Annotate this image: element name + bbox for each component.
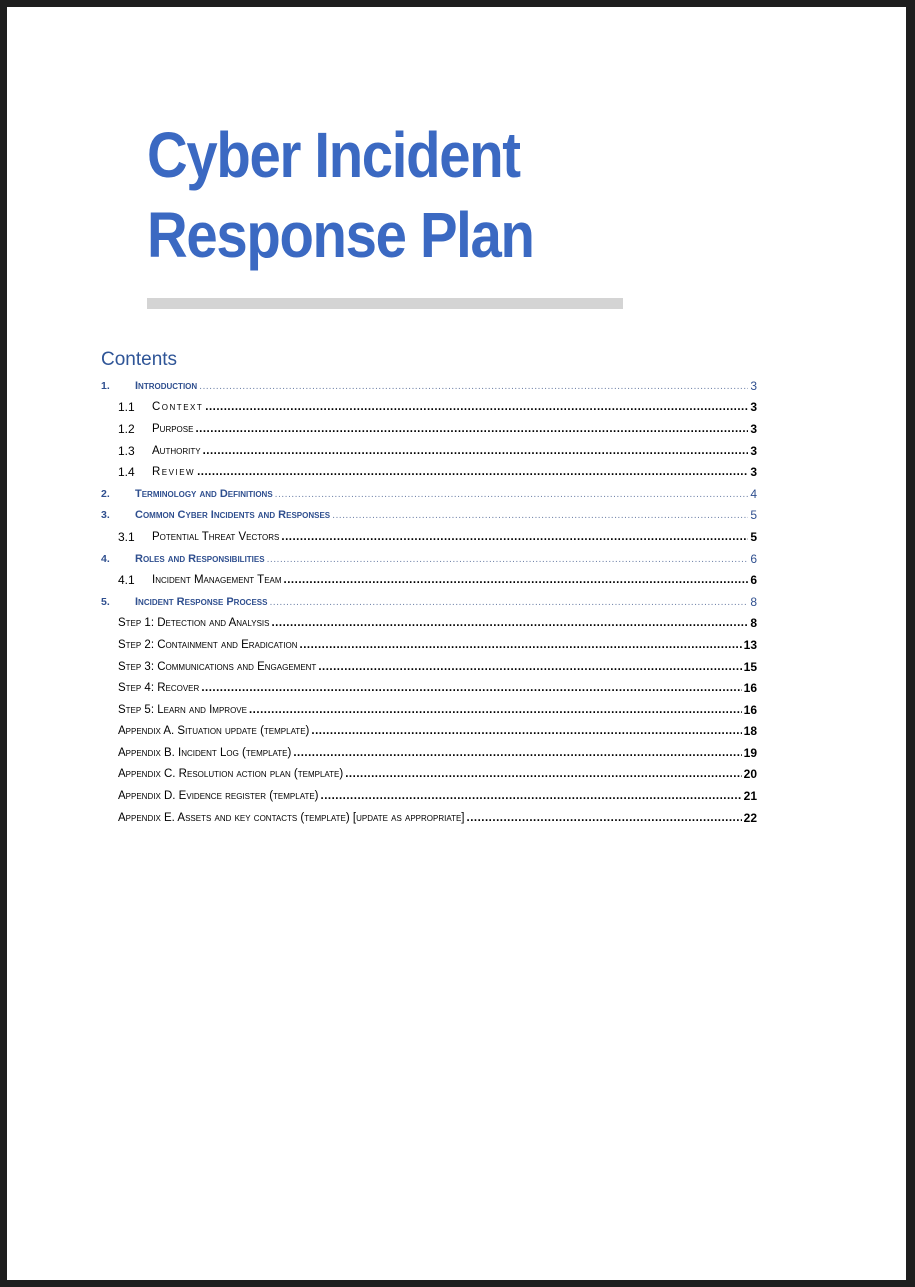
toc-entry-page-number: 13 — [743, 637, 757, 652]
toc-entry-page-number: 18 — [743, 724, 757, 739]
toc-dot-leader — [281, 531, 748, 543]
toc-entry-number: 1.1 — [118, 400, 135, 415]
toc-entry-label: Step 4: Recover — [118, 682, 200, 695]
toc-entry-page-number: 3 — [750, 421, 757, 436]
toc-entry[interactable] — [101, 505, 757, 527]
toc-entry-page-number: 3 — [750, 378, 757, 393]
toc-dot-leader — [267, 553, 749, 565]
toc-dot-leader — [205, 401, 748, 413]
toc-entry-page-number: 5 — [750, 529, 757, 544]
toc-entry-number: 1. — [101, 379, 110, 392]
toc-dot-leader — [201, 682, 741, 694]
toc-entry-page-number: 19 — [743, 745, 757, 760]
toc-entry[interactable] — [101, 461, 757, 483]
toc-dot-leader — [311, 725, 741, 737]
toc-entry-label: Potential Threat Vectors — [152, 530, 280, 543]
toc-dot-leader — [284, 574, 749, 586]
toc-dot-leader — [332, 509, 748, 521]
title-line-1: Cyber Incident — [147, 119, 520, 191]
toc-dot-leader — [271, 617, 748, 629]
toc-entry-page-number: 3 — [750, 443, 757, 458]
toc-entry[interactable] — [101, 699, 757, 721]
toc-dot-leader — [197, 466, 748, 478]
toc-entry-label: Step 1: Detection and Analysis — [118, 617, 270, 630]
toc-entry-label: Step 5: Learn and Improve — [118, 703, 247, 716]
toc-entry-label: Appendix C. Resolution action plan (template) — [118, 768, 344, 781]
toc-entry[interactable] — [101, 785, 757, 807]
toc-entry-label: Terminology and Definitions — [135, 487, 273, 500]
toc-entry-label: Appendix D. Evidence register (template) — [118, 790, 319, 803]
toc-entry-label: Authority — [152, 444, 201, 457]
toc-dot-leader — [199, 380, 748, 392]
toc-dot-leader — [321, 790, 742, 802]
toc-entry[interactable] — [101, 483, 757, 505]
toc-entry-label: Step 3: Communications and Engagement — [118, 660, 317, 673]
toc-entry-number: 1.4 — [118, 465, 135, 480]
toc-entry-page-number: 20 — [743, 767, 757, 782]
toc-entry-number: 2. — [101, 487, 110, 500]
toc-dot-leader — [249, 704, 742, 716]
toc-entry-page-number: 8 — [750, 616, 757, 631]
toc-entry[interactable] — [101, 526, 757, 548]
toc-entry-page-number: 3 — [750, 465, 757, 480]
table-of-contents — [101, 375, 757, 828]
toc-dot-leader — [467, 812, 742, 824]
toc-entry-page-number: 21 — [743, 789, 757, 804]
toc-dot-leader — [318, 661, 741, 673]
toc-entry[interactable] — [101, 656, 757, 678]
document-page — [7, 7, 906, 1280]
toc-entry-number: 5. — [101, 595, 110, 608]
toc-entry-label: Incident Response Process — [135, 595, 268, 608]
toc-entry-number: 1.2 — [118, 421, 135, 436]
toc-entry[interactable] — [101, 742, 757, 764]
toc-entry-page-number: 15 — [743, 659, 757, 674]
toc-entry[interactable] — [101, 677, 757, 699]
toc-entry[interactable] — [101, 397, 757, 419]
title-underline-bar — [147, 298, 623, 309]
toc-entry[interactable] — [101, 634, 757, 656]
toc-dot-leader — [300, 639, 742, 651]
toc-entry-number: 3.1 — [118, 529, 135, 544]
toc-entry-label: Common Cyber Incidents and Responses — [135, 509, 331, 522]
toc-entry-number: 4. — [101, 552, 110, 565]
toc-dot-leader — [293, 747, 741, 759]
toc-entry-page-number: 5 — [750, 508, 757, 523]
toc-entry[interactable] — [101, 548, 757, 570]
toc-entry-number: 3. — [101, 509, 110, 522]
toc-entry-label: Appendix B. Incident Log (template) — [118, 746, 292, 759]
toc-entry-label: Step 2: Containment and Eradication — [118, 638, 298, 651]
toc-entry-page-number: 16 — [743, 702, 757, 717]
toc-entry[interactable] — [101, 569, 757, 591]
toc-dot-leader — [345, 768, 741, 780]
toc-entry-page-number: 16 — [743, 681, 757, 696]
toc-entry-page-number: 22 — [743, 810, 757, 825]
toc-entry-label: Appendix A. Situation update (template) — [118, 725, 310, 738]
toc-entry-page-number: 6 — [750, 551, 757, 566]
toc-entry-number: 1.3 — [118, 443, 135, 458]
toc-entry[interactable] — [101, 764, 757, 786]
toc-entry[interactable] — [101, 807, 757, 829]
toc-entry-number: 4.1 — [118, 573, 135, 588]
toc-entry-page-number: 6 — [750, 573, 757, 588]
toc-entry[interactable] — [101, 418, 757, 440]
toc-entry-label: Purpose — [152, 422, 194, 435]
toc-entry-page-number: 8 — [750, 594, 757, 609]
toc-entry[interactable] — [101, 591, 757, 613]
toc-dot-leader — [203, 445, 749, 457]
toc-entry[interactable] — [101, 721, 757, 743]
toc-entry-label: Incident Management Team — [152, 574, 282, 587]
document-title — [147, 115, 534, 275]
toc-entry-page-number: 3 — [750, 400, 757, 415]
toc-entry[interactable] — [101, 440, 757, 462]
toc-entry[interactable] — [101, 375, 757, 397]
toc-entry-label: Review — [152, 466, 196, 479]
toc-dot-leader — [269, 596, 748, 608]
toc-entry-label: Context — [152, 401, 204, 414]
toc-entry-label: Appendix E. Assets and key contacts (template) [update as appropriate] — [118, 811, 465, 824]
toc-entry-label: Introduction — [135, 379, 198, 392]
contents-heading: Contents — [101, 349, 178, 370]
toc-entry-page-number: 4 — [750, 486, 757, 501]
toc-entry-label: Roles and Responsibilities — [135, 552, 265, 565]
title-line-2: Response Plan — [147, 199, 534, 271]
toc-dot-leader — [195, 423, 748, 435]
toc-entry[interactable] — [101, 613, 757, 635]
toc-dot-leader — [275, 488, 749, 500]
